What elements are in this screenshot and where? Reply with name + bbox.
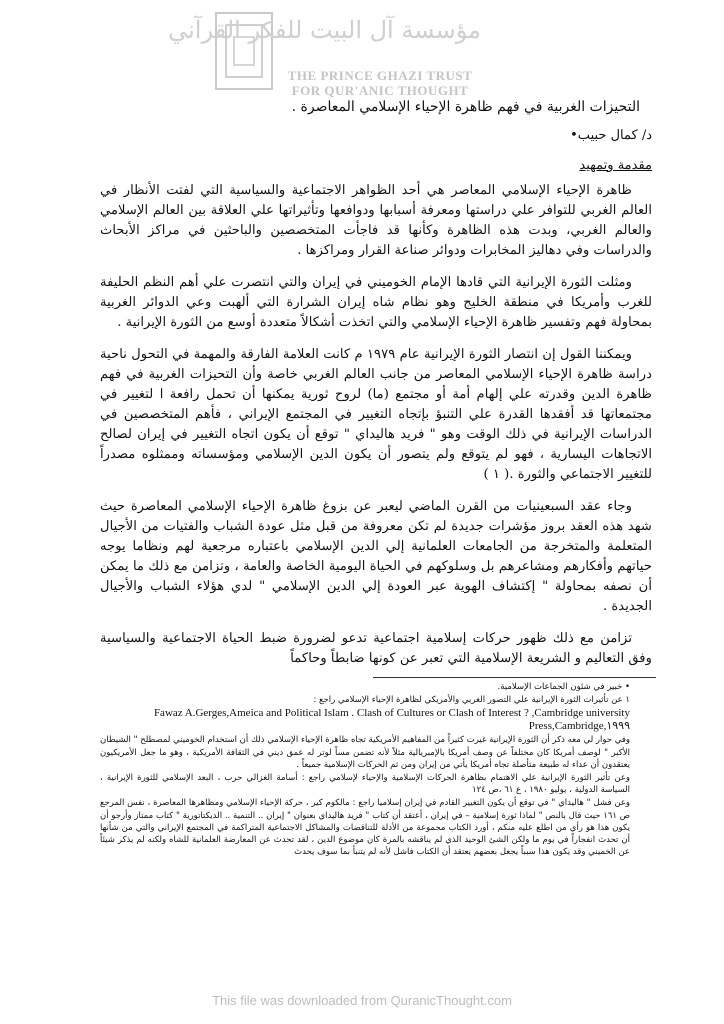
paragraph: تزامن مع ذلك ظهور حركات إسلامية اجتماعية تدعو لضرورة ضبط الحياة الاجتماعية والسياسية وفق التعاليم و الشريعة الإسلامية التي تعبر عن كونها ضابطاً وحاكماً bbox=[100, 631, 652, 666]
footnote-reference: Fawaz A.Gerges,Ameica and Political Islam . Clash of Cultures or Clash of Interest ? ,Cambridge university Press,Cambridge,١٩٩٩ bbox=[153, 707, 630, 733]
footnote: • خبير في شئون الجماعات الإسلامية. bbox=[497, 682, 630, 692]
logo-line-1: THE PRINCE GHAZI TRUST bbox=[287, 68, 473, 83]
footnote: وعن فشل " هاليداي " في توقع أن يكون التغيير القادم في إيران إسلاميا راجع : مالكوم كير ، حركة الإحياء الإسلامي ومظاهرها المعاصرة ، نفس المرجع ص ١٦١ حيث قال بالنص " لماذا ثورة إسلامية – في إيران ، أعتقد أن كتاب " فريد هاليداي بعنوان " إيران .. التنمية .. الديكتاتورية " كتاب ممتاز وأرجو أن يكون هذا هو رأي من اطلع عليه منكم ، أورد الكتاب مجموعة من الأدلة للتناقضات والمشاكل الاجتماعية المتراكمة في المجتمع الإيراني والتي من شأنها أن تحدث انفجاراً في يوم ما ولكن الشئ الوحيد الذي لم يناقشه بالمرة كان موضوع الدين ، لقد تحدث عن المعارضة العلمانية للشاه ولكنه لم يذكر شيئاً عن الخميني وقد يكون هذا سبباً يجعل بعضهم يعتقد أن الكتاب فاشل لأنه لم يتنبأ بما سوف يحدث bbox=[100, 798, 630, 858]
paragraph: وجاء عقد السبعينيات من القرن الماضي ليعبر عن بزوغ ظاهرة الإحياء الإسلامي المعاصرة حيث شهد هذه العقد بروز مؤشرات جديدة لم تكن معروفة من قبل مثل عودة الشباب والفتيات من الأجيال المتعلمة والمتخرجة من الجامعات العلمانية إلي الدين الإسلامي باعتباره مرجعية لهم ونظاما يوجه حياتهم وأفكارهم ومشاعرهم بل وسلوكهم في الحياة اليومية الخاصة والعامة ، وتزامن مع ذلك ما يمكن أن نصفه بمحاولة " إكتشاف الهوية عبر العودة إلي الدين الإسلامي " لدي هؤلاء الشباب والأجيال الجديدة . bbox=[100, 499, 652, 614]
document-title: التحيزات الغربية في فهم ظاهرة الإحياء الإسلامي المعاصرة . bbox=[291, 99, 640, 115]
publisher-logo bbox=[168, 8, 485, 100]
footnote: وعن تأثير الثورة الإيرانية علي الاهتمام بظاهرة الحركات الإسلامية والإحياء لإسلامي راجع : أسامة الغزالي حرب ، البعد الإسلامي للثورة الإيرانية ، السياسة الدولية ، يوليو ١٩٨٠ ، ع ٦١ ،ص ١٢٤ bbox=[100, 773, 630, 796]
footnote: وفي حوار لي معه ذكر أن الثورة الإيرانية غيرت كثيراً من المفاهيم الأمريكية تجاه ظاهرة الإحياء الإسلامي ذلك أن استخدام الخوميني لمصطلح " الشيطان الأكبر " لوصف أمريكا كان مختلفاً عن وصف أمريكا بالإمبريالية مثلاً لأنه تضمن مساً لوتر له عمق ديني في الثقافة الأمريكية ، وهو ما جعل الأمريكيون يعتقدون أن عداء له طبيعة متأصلة تجاه أمريكا يأتي من إيران ومن ثم الحركات الإسلامية جميعاً . bbox=[99, 735, 630, 770]
author-line: د/ كمال حبيب• bbox=[570, 128, 652, 143]
paragraph: ومثلت الثورة الإيرانية التي قادها الإمام الخوميني في إيران والتي انتصرت علي أهم النظم الحليفة للغرب وأمريكا في منطقة الخليج وهو نظام شاه إيران الشرارة التي ألهبت وعي الدوائر الغربية بمحاولة فهم وتفسير ظاهرة الإحياء الإسلامي والتي اتخذت أشكالاً متعددة أوسع من الثورة الإيرانية . bbox=[100, 275, 652, 330]
section-heading: مقدمة وتمهيد bbox=[579, 158, 652, 173]
logo-line-2: FOR QUR'ANIC THOUGHT bbox=[291, 83, 469, 98]
download-footer: This file was downloaded from QuranicThought.com bbox=[212, 993, 512, 1008]
footnote-separator bbox=[373, 677, 656, 678]
footnotes bbox=[100, 681, 630, 859]
paragraph: ويمكننا القول إن انتصار الثورة الإيرانية عام ١٩٧٩ م كانت العلامة الفارقة والمهمة في التحول ناحية دراسة ظاهرة الإحياء الإسلامي المعاصر من جانب العالم الغربي خاصة وأن التحيزات الغربية في فهم ظاهرة الدين وقدرته علي إلهام أمة أو مجتمع (ما) لروح ثورية يمكنها أن تحمل رافعة ا لتغيير في مجتمعاتها قد أفقدها القدرة علي التنبؤ بإتجاه التغيير في المجتمع الإيراني ، فأهم المتخصصين في الدراسات الإيرانية في ذلك الوقت وهو " فريد هاليداي " توقع أن يكون اتجاه التغيير في إيران لصالح الاتجاهات اليسارية ، فهو لم يتوقع ولم يتصور أن يكون الدين الإسلامي ومؤسساته وممثلوه مصدراً للتغيير الاجتماعي والثورة .( ١ ) bbox=[100, 347, 652, 482]
paragraph: ظاهرة الإحياء الإسلامي المعاصر هي أحد الظواهر الاجتماعية والسياسية التي لفتت الأنظار في العالم الغربي للتوافر علي دراستها ومعرفة أسبابها ودوافعها وتأثيراتها علي العلاقة بين العالم الإسلامي والعالم الغربي، وبدت هذه الظاهرة وكأنها قد فاجأت المتخصصين والباحثين في مراكز الأبحاث والدراسات وفي دهاليز المخابرات ودوائر صناعة القرار ومراكزها . bbox=[100, 183, 652, 258]
footnote: ١ عن تأثيرات الثورة الإيرانية علي التصور الغربي والأمريكي لظاهرة الإحياء الإسلامي راجع : bbox=[313, 695, 630, 706]
logo-arabic-text: مؤسسة آل البيت للفكر القرآني bbox=[168, 16, 481, 44]
document-body bbox=[100, 97, 652, 681]
